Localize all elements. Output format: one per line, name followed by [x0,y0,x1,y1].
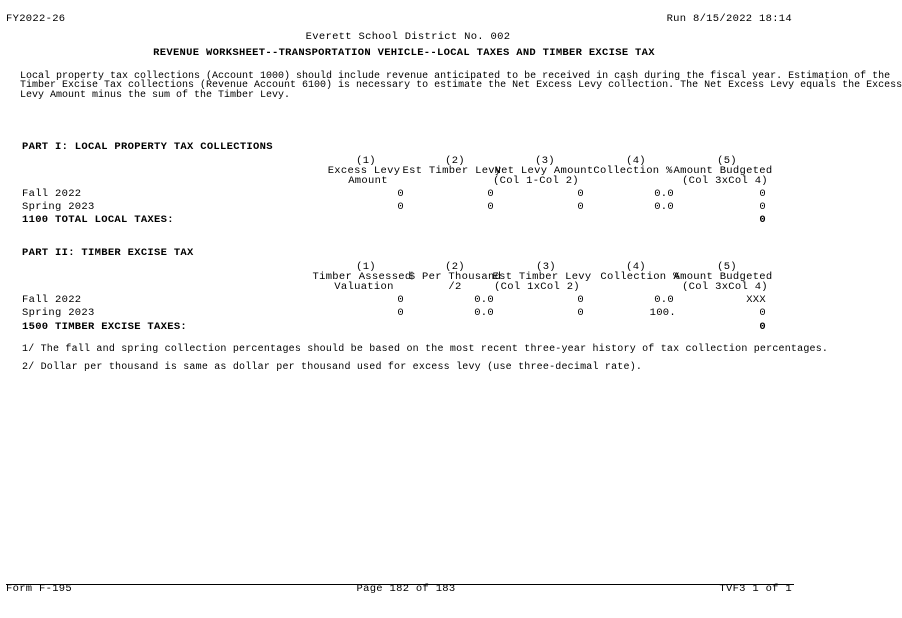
intro-line-2: Timber Excise Tax collections (Revenue Account 6100) is necessary to estimate the Net Excess Levy collection. The Net Excess Levy equals the Excess [20,80,902,91]
part1-col5-line2: (Col 3xCol 4) [682,175,768,187]
part1-cell-c2: 0 [487,188,494,200]
part2-cell-c1: 0 [397,294,404,306]
district-name: Everett School District No. 002 [305,31,511,43]
part2-col4-num: (4) [626,261,646,273]
part1-col5-num: (5) [717,155,737,167]
fiscal-year: FY2022-26 [6,13,66,25]
footer-page-number: Page 182 of 183 [356,583,456,595]
part1-col3-line1: Net Levy Amount [494,165,594,177]
part2-total-label: 1500 TIMBER EXCISE TAXES: [22,321,188,333]
part2-col1-num: (1) [356,261,376,273]
part2-cell-c1: 0 [397,307,404,319]
part1-total-label: 1100 TOTAL LOCAL TAXES: [22,214,174,226]
run-date: Run 8/15/2022 18:14 [666,13,792,25]
part2-col4-line1: Collection % [600,271,680,283]
part2-col5-num: (5) [717,261,737,273]
part1-col3-line2: (Col 1-Col 2) [493,175,579,187]
part2-col3-line1: Est Timber Levy [492,271,592,283]
part2-col5-line1: Amount Budgeted [673,271,773,283]
part1-row-label: Fall 2022 [22,188,82,200]
part1-cell-c4: 0.0 [654,188,674,200]
part2-cell-c4: 100. [649,307,676,319]
part1-cell-c3: 0 [577,201,584,213]
part1-total-value: 0 [759,214,766,226]
part1-cell-c2: 0 [487,201,494,213]
part2-col2-line1: $ Per Thousand [408,271,502,283]
part2-cell-c3: 0 [577,294,584,306]
part2-col2-num: (2) [445,261,465,273]
footer-sheet: TVF3 1 of 1 [719,583,792,595]
part1-cell-c5: 0 [759,188,766,200]
part2-title: PART II: TIMBER EXCISE TAX [22,247,194,259]
part1-cell-c5: 0 [759,201,766,213]
part2-col2-line2: /2 [448,281,462,293]
part1-title: PART I: LOCAL PROPERTY TAX COLLECTIONS [22,141,273,153]
part1-col4-line1: Collection % [593,165,673,177]
part1-cell-c1: 0 [397,188,404,200]
part2-cell-c2: 0.0 [474,307,494,319]
part2-row-label: Fall 2022 [22,294,82,306]
part1-row-label: Spring 2023 [22,201,95,213]
part1-cell-c3: 0 [577,188,584,200]
intro-line-1: Local property tax collections (Account 1000) should include revenue anticipated to be received in cash during the fiscal year. Estimation of the [20,71,891,82]
part2-col3-num: (3) [536,261,556,273]
part2-cell-c2: 0.0 [474,294,494,306]
page-title: REVENUE WORKSHEET--TRANSPORTATION VEHICLE--LOCAL TAXES AND TIMBER EXCISE TAX [153,47,655,59]
part2-col3-line2: (Col 1xCol 2) [494,281,580,293]
part1-col1-num: (1) [356,155,376,167]
part2-cell-c5: XXX [746,294,766,306]
part1-cell-c1: 0 [397,201,404,213]
part1-col1-line1: Excess Levy [327,165,401,177]
part2-col1-line2: Valuation [334,281,394,293]
part1-cell-c4: 0.0 [654,201,674,213]
part2-cell-c5: 0 [759,307,766,319]
part1-col3-num: (3) [535,155,555,167]
note-2: 2/ Dollar per thousand is same as dollar per thousand used for excess levy (use three-decimal rate). [22,362,643,373]
part2-col5-line2: (Col 3xCol 4) [682,281,768,293]
part2-cell-c3: 0 [577,307,584,319]
part2-total-value: 0 [759,321,766,333]
part2-col1-line1: Timber Assessed [312,271,412,283]
part1-col2-num: (2) [445,155,465,167]
part2-row-label: Spring 2023 [22,307,95,319]
part1-col5-line1: Amount Budgeted [673,165,773,177]
part2-cell-c4: 0.0 [654,294,674,306]
part1-col4-num: (4) [626,155,646,167]
part1-col2-line1: Est Timber Levy [402,165,502,177]
intro-line-3: Levy Amount minus the sum of the Timber Levy. [20,90,291,101]
note-1: 1/ The fall and spring collection percentages should be based on the most recent three-year history of tax collection percentages. [22,344,829,355]
part1-col1-line2: Amount [348,175,388,187]
footer-form: Form F-195 [6,583,73,595]
